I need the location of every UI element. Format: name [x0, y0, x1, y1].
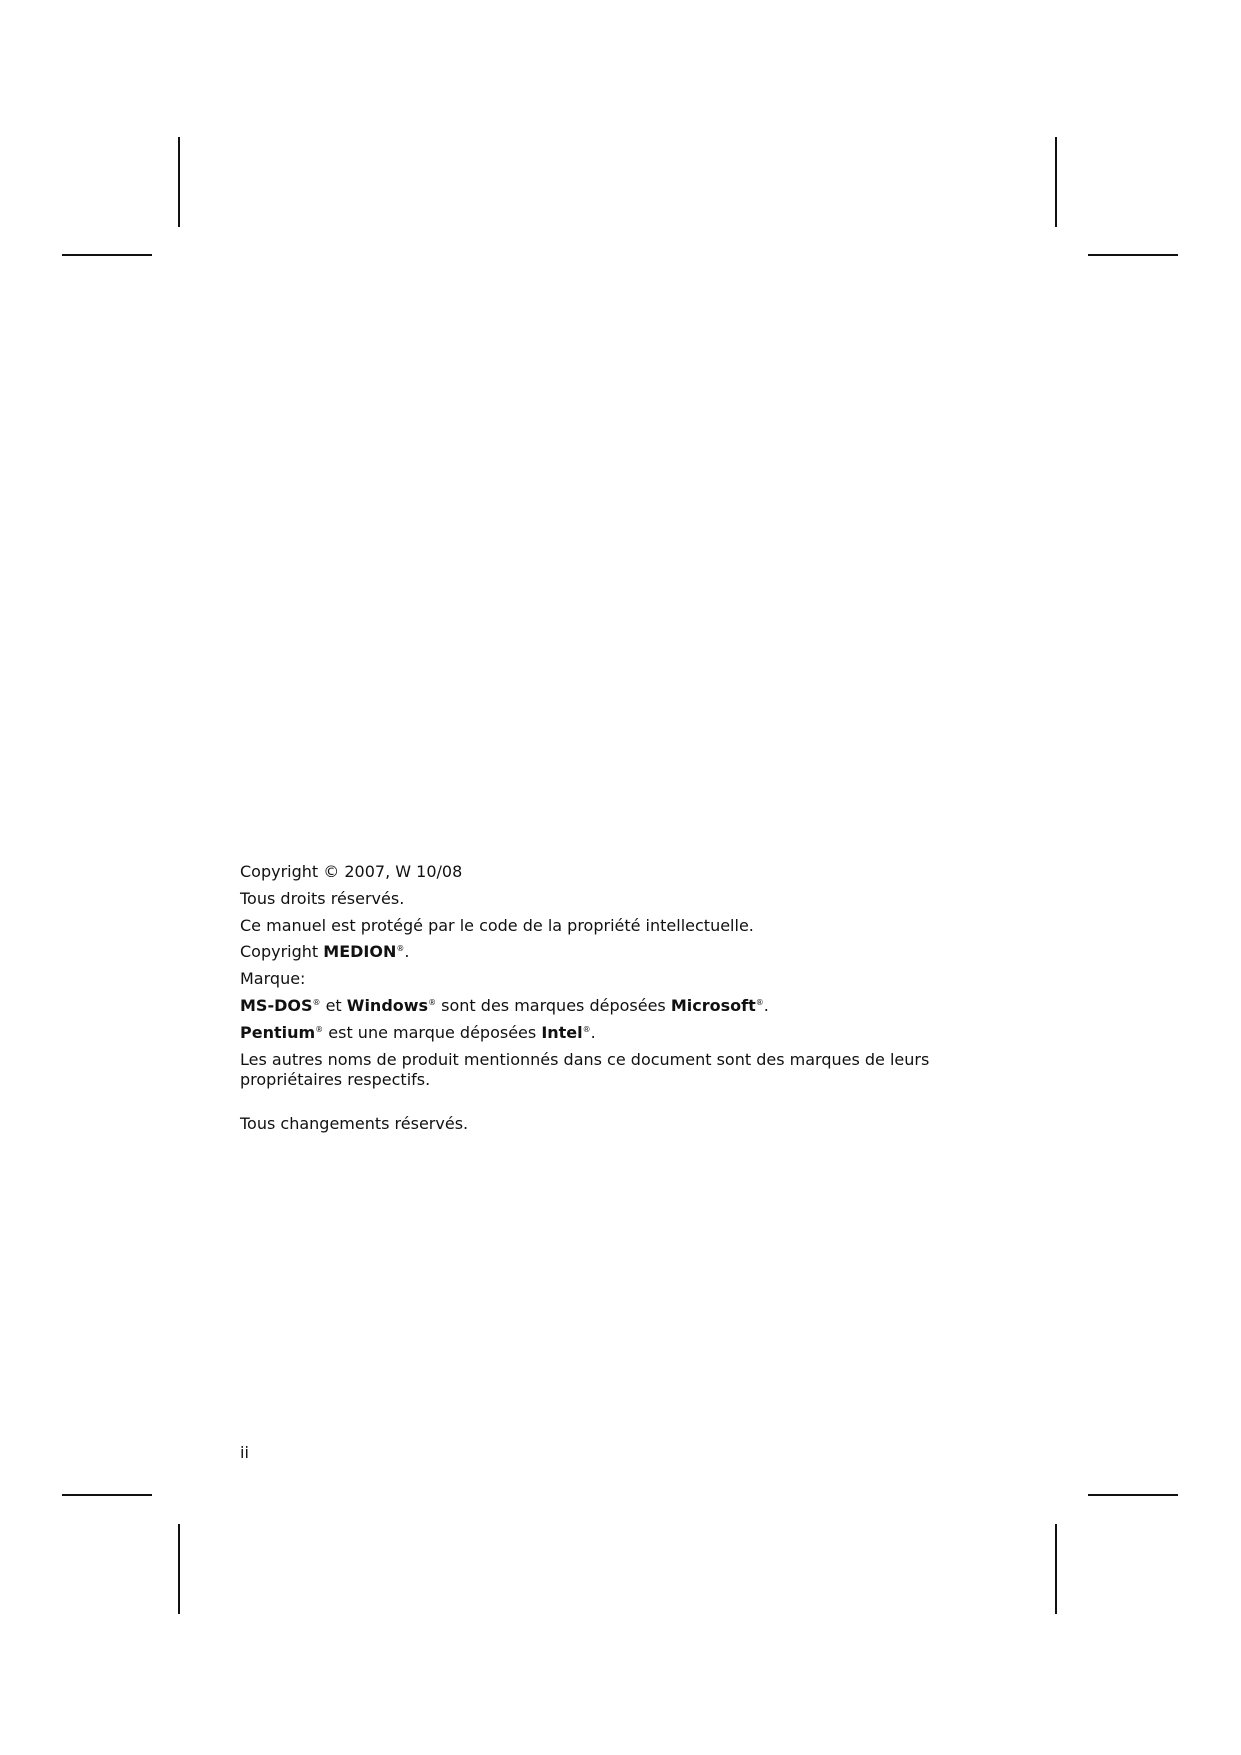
registered-mark: ® [428, 997, 437, 1007]
trademark-line-intel [240, 1023, 1000, 1043]
trademark-suffix: . [763, 995, 769, 1015]
crop-mark-bottom-right-vertical [1055, 1524, 1057, 1614]
crop-mark-top-right-horizontal [1088, 254, 1178, 256]
protection-line: Ce manuel est protégé par le code de la propriété intellectuelle. [240, 915, 754, 935]
crop-mark-bottom-left-vertical [178, 1524, 180, 1614]
trademark-middle-text: sont des marques déposées [436, 995, 671, 1015]
brand-microsoft: Microsoft [670, 995, 756, 1015]
brand-pentium: Pentium [240, 1022, 316, 1042]
trademark-conjunction: et [320, 995, 347, 1015]
registered-mark: ® [312, 997, 321, 1007]
trademark-middle-text: est une marque déposées [323, 1022, 542, 1042]
registered-mark: ® [755, 997, 764, 1007]
copyright-brand-suffix: . [404, 942, 410, 962]
trademark-heading: Marque: [240, 969, 306, 989]
brand-intel: Intel [541, 1022, 583, 1042]
crop-mark-top-left-vertical [178, 137, 180, 227]
crop-mark-top-right-vertical [1055, 137, 1057, 227]
brand-ms-dos: MS-DOS [240, 995, 313, 1015]
crop-mark-bottom-right-horizontal [1088, 1494, 1178, 1496]
crop-mark-top-left-horizontal [62, 254, 152, 256]
copyright-line: Copyright © 2007, W 10/08 [240, 862, 463, 881]
other-names-line: Les autres noms de produit mentionnés dans ce document sont des marques de leurs propriétaires respectifs. [240, 1049, 930, 1089]
registered-mark: ® [315, 1024, 324, 1034]
rights-line: Tous droits réservés. [240, 888, 405, 908]
changes-line: Tous changements réservés. [240, 1113, 469, 1133]
crop-mark-bottom-left-horizontal [62, 1494, 152, 1496]
trademark-line-microsoft [240, 996, 1000, 1016]
copyright-brand-prefix: Copyright [240, 942, 324, 962]
trademark-suffix: . [590, 1022, 596, 1042]
brand-medion: MEDION [323, 942, 397, 962]
copyright-brand-line [240, 942, 1000, 962]
brand-windows: Windows [346, 995, 429, 1015]
registered-mark: ® [582, 1024, 591, 1034]
copyright-notice [240, 862, 1000, 1140]
page-number: ii [240, 1443, 249, 1462]
registered-mark: ® [396, 944, 405, 954]
